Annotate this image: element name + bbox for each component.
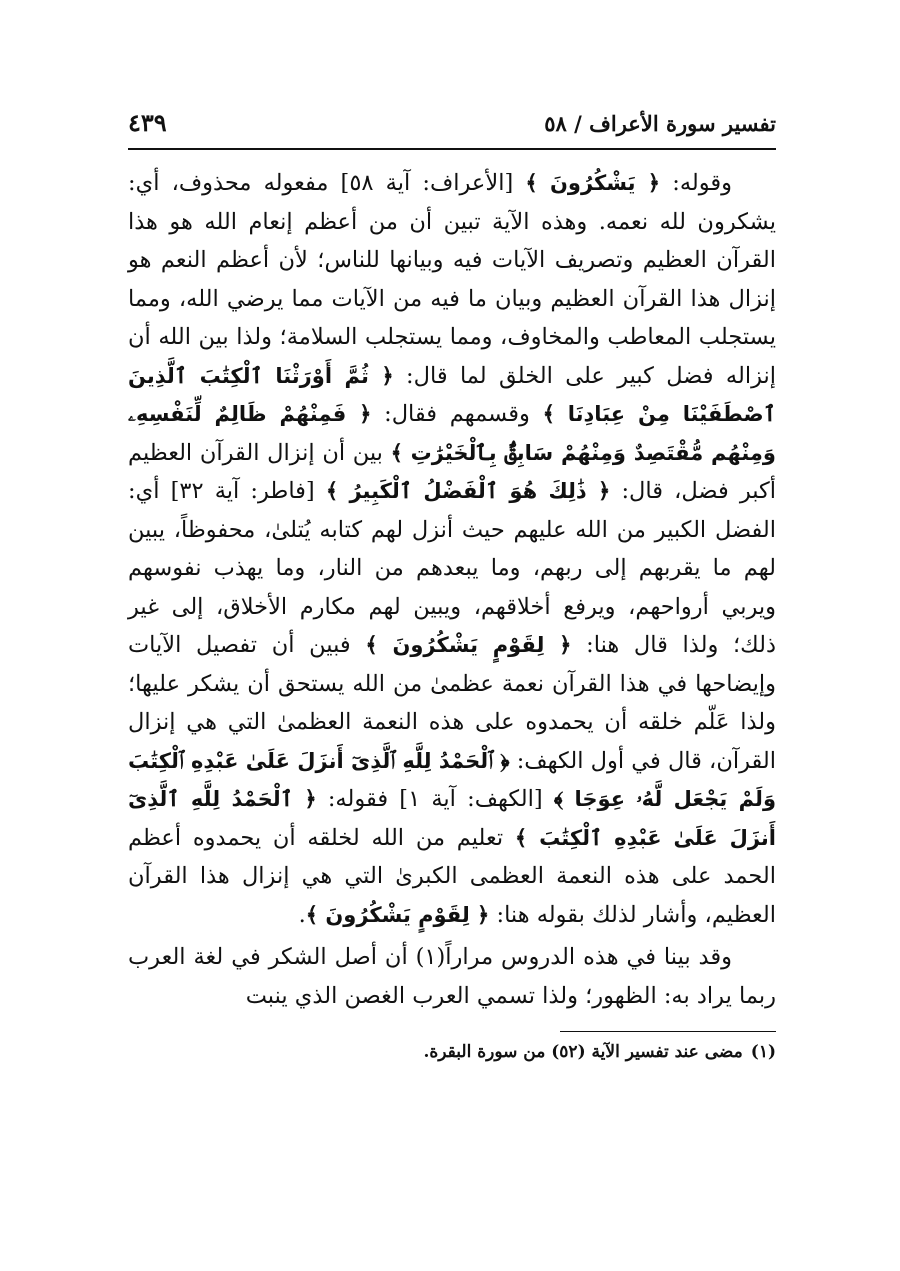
footnote-rule — [560, 1031, 776, 1032]
quran-quote: ﴿ ذَٰلِكَ هُوَ ٱلْفَضْلُ ٱلْكَبِيرُ ﴾ — [325, 479, 611, 503]
paragraph — [128, 164, 776, 934]
running-header — [128, 108, 776, 142]
text-run: بين أن إنزال القرآن العظيم أكبر فضل، قال: — [128, 439, 777, 504]
text-run: وقوله: — [660, 170, 732, 196]
text-run: تعليم من الله لخلقه أن يحمدوه أعظم الحمد على هذه النعمة العظمى الكبرىٰ التي هي إنزال هذا القرآن العظيم، وأشار لذلك بقوله هنا: — [128, 824, 776, 928]
text-run: [الأعراف: آية ٥٨] مفعوله محذوف، أي: يشكرون لله نعمه. وهذه الآية تبين أن من أعظم إنعام الله هو هذا القرآن العظيم وتصريف الآيات فيه وبيانها للناس؛ لأن أعظم النعم هو إنزال هذا القرآن العظيم وبيان ما فيه من الآيات مما يرضي الله، ومما يستجلب المعاطب والمخاوف، ومما يستجلب السلامة؛ ولذا بين الله أن إنزاله فضل كبير على الخلق لما قال: — [128, 170, 776, 389]
quran-quote: ﴿ لِقَوْمٍ يَشْكُرُونَ ﴾ — [305, 902, 490, 927]
text-run: [فاطر: آية ٣٢] أي: الفضل الكبير من الله عليهم حيث أنزل لهم كتابه يُتلىٰ، محفوظاً، يبين لهم ما يقربهم إلى ربهم، وما يبعدهم من النار، وما يهذب نفوسهم ويربي أرواحهم، ويرفع أخلاقهم، ويبين لهم مكارم الأخلاق، إلى غير ذلك؛ ولذا قال هنا: — [128, 478, 776, 658]
footnote-marker: (١) — [750, 1042, 776, 1062]
footnote-reference: (١) — [415, 944, 446, 970]
running-title: تفسير سورة الأعراف / ٥٨ — [544, 111, 776, 136]
body-text — [128, 164, 776, 1015]
quran-quote: ﴿ ثُمَّ أَوْرَثْنَا ٱلْكِتَٰبَ ٱلَّذِينَ ٱصْطَفَيْنَا مِنْ عِبَادِنَا ﴾ — [128, 363, 776, 426]
footnote — [128, 1042, 776, 1062]
text-run: [الكهف: آية ١] فقوله: — [316, 786, 554, 812]
paragraph — [128, 938, 776, 1015]
text-run: فبين أن تفصيل الآيات وإيضاحها في هذا القرآن نعمة عظمىٰ من الله يستحق أن يشكر عليها؛ ولذا عَلّم خلقه أن يحمدوه على هذه النعمة العظمىٰ التي هي إنزال القرآن، قال في أول الكهف: — [128, 632, 776, 774]
quran-quote: ﴿ لِقَوْمٍ يَشْكُرُونَ ﴾ — [365, 633, 572, 657]
footnote-area — [128, 1031, 776, 1062]
text-run: وقد بينا في هذه الدروس مراراً — [445, 944, 732, 970]
text-run: أن أصل الشكر في لغة العرب ربما يراد به: الظهور؛ ولذا تسمي العرب الغصن الذي ينبت — [128, 944, 776, 1009]
quran-quote: ﴿ ٱلْحَمْدُ لِلَّهِ ٱلَّذِىٓ أَنزَلَ عَلَىٰ عَبْدِهِ ٱلْكِتَٰبَ وَلَمْ يَجْعَل لَّهُۥ عِوَجَا ﴾ — [128, 748, 776, 811]
header-rule — [128, 148, 776, 150]
quran-quote: ﴿ ٱلْحَمْدُ لِلَّهِ ٱلَّذِىٓ أَنزَلَ عَلَىٰ عَبْدِهِ ٱلْكِتَٰبَ ﴾ — [128, 787, 776, 850]
quran-quote: ﴿ فَمِنْهُمْ ظَالِمٌ لِّنَفْسِهِۦ وَمِنْهُم مُّقْتَصِدٌ وَمِنْهُمْ سَابِقٌۢ بِٱلْخَيْرَٰتِ ﴾ — [128, 402, 776, 465]
page-number: ٤٣٩ — [128, 108, 167, 137]
footnote-text: مضى عند تفسير الآية (٥٢) من سورة البقرة. — [423, 1042, 743, 1062]
quran-quote: ﴿ يَشْكُرُونَ ﴾ — [525, 171, 661, 195]
book-page — [128, 108, 776, 1062]
text-run: وقسمهم فقال: — [371, 401, 543, 427]
text-run: . — [298, 901, 306, 928]
